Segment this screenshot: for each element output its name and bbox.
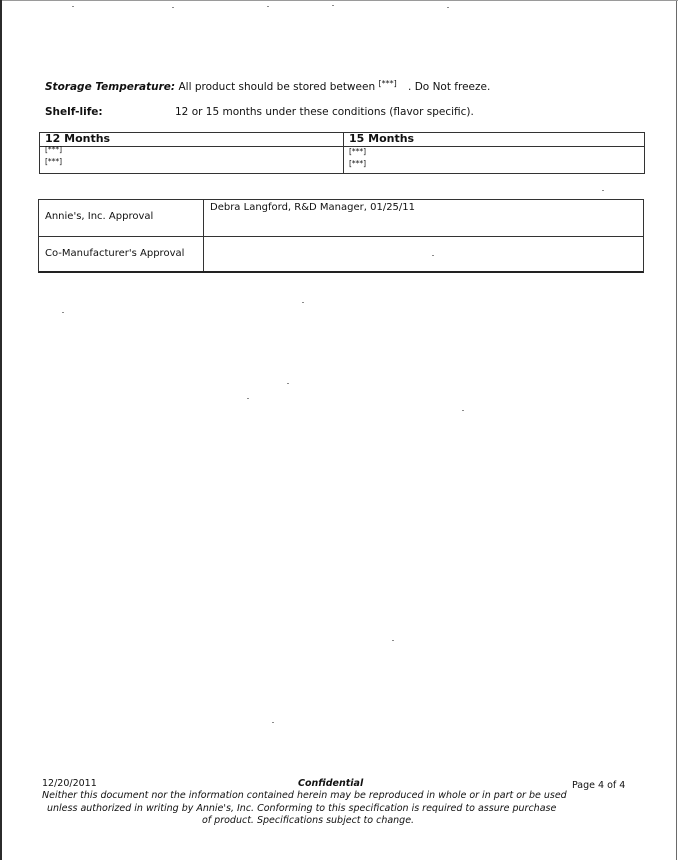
col-12-months-row-2: [***] — [45, 157, 63, 166]
approval-table — [38, 199, 644, 273]
table-divider — [39, 236, 643, 237]
annies-approval-signoff: Debra Langford, R&D Manager, 01/25/11 — [210, 202, 416, 213]
table-divider — [40, 146, 644, 147]
storage-redaction: [***] — [378, 79, 397, 88]
table-divider — [343, 133, 344, 173]
storage-text-before: All product should be stored between — [178, 81, 376, 93]
page-top-border — [2, 0, 678, 1]
footer-date: 12/20/2011 — [42, 778, 97, 789]
col-15-months-row-1: [***] — [349, 147, 367, 156]
table-divider — [203, 200, 204, 271]
storage-text-after: . Do Not freeze. — [408, 81, 491, 93]
co-manufacturer-approval-label: Co-Manufacturer's Approval — [45, 248, 185, 259]
shelf-life-table — [39, 132, 645, 174]
col-12-months-row-1: [***] — [45, 145, 63, 154]
col-15-months-header: 15 Months — [349, 132, 415, 145]
shelf-life-text: 12 or 15 months under these conditions (flavor specific). — [175, 106, 474, 118]
col-15-months-row-2: [***] — [349, 159, 367, 168]
storage-temperature-row — [45, 81, 490, 93]
footer-disclaimer-line-3: of product. Specifications subject to change. — [202, 815, 415, 826]
footer-disclaimer-line-1: Neither this document nor the information contained herein may be reproduced in whole or in part or be used — [42, 790, 567, 801]
footer-page-number: Page 4 of 4 — [572, 780, 626, 791]
annies-approval-label: Annie's, Inc. Approval — [45, 211, 154, 222]
footer-disclaimer-line-2: unless authorized in writing by Annie's, Inc. Conforming to this specification is required to assure purchase — [47, 803, 557, 814]
col-12-months-header: 12 Months — [45, 132, 111, 145]
footer-confidential: Confidential — [298, 778, 364, 789]
storage-temperature-label: Storage Temperature: — [45, 81, 176, 93]
shelf-life-label: Shelf-life: — [45, 106, 103, 118]
